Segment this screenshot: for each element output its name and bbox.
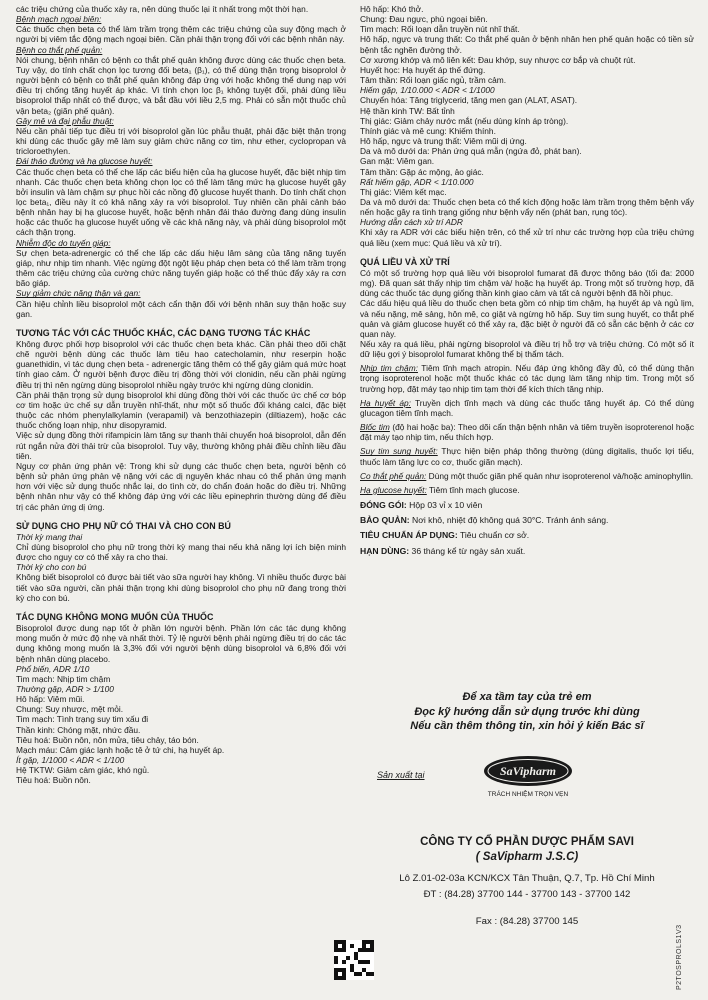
paragraph: Da và mô dưới da: Thuốc chẹn beta có thể kích động hoặc làm trầm trọng thêm bệnh vẩy nến hoặc gây ra tình trạng giống như bệnh vẩy nến (phát ban, rụng tóc). xyxy=(360,196,694,218)
info-line xyxy=(360,515,694,525)
inline-label: Co thắt phế quản: xyxy=(360,470,427,481)
paragraph: Thị giác: Giảm chảy nước mắt (nếu dùng kính áp tròng). xyxy=(360,115,569,126)
subheading: Gây mê và đại phẫu thuật: xyxy=(16,115,114,126)
subheading: Thời kỳ mang thai xyxy=(16,531,83,542)
info-line xyxy=(360,546,694,556)
paragraph: Các thuốc chẹn beta có thể che lấp các biểu hiện của hạ glucose huyết, đặc biệt nhịp tim nhanh. Các thuốc chẹn beta không chọn lọc có thể làm tăng mức hạ glucose huyết gây bởi insulin và làm chậm sự phục hồi các nồng độ glucose huyết thanh. Do tính chất chọn lọc beta₁, điều này ít có khả năng xảy ra với bisoprolol. Tuy nhiên cần phải cảnh báo bệnh nhân hay bị hạ glucose huyết, hoặc bệnh nhân đái tháo đường đang dùng insulin hoặc các thuốc hạ glucose huyết uống về các khả năng này, và phải dùng bisoprolol một cách thận trọng. xyxy=(16,166,346,238)
frequency-heading: Phổ biến, ADR 1/10 xyxy=(16,663,90,674)
paragraph: Hô hấp: Viêm mũi. xyxy=(16,694,85,705)
inline-label: Suy tim sung huyết: xyxy=(360,446,438,457)
paragraph: các triệu chứng của thuốc xảy ra, nên dùng thuốc lại ít nhất trong một thời hạn. xyxy=(16,4,309,14)
paragraph: Huyết học: Hạ huyết áp thế đứng. xyxy=(360,64,486,75)
logo-brand: SaVipharm xyxy=(499,764,557,778)
paragraph: Da và mô dưới da: Phản ứng quá mẫn (ngứa đỏ, phát ban). xyxy=(360,146,582,157)
subheading: Hướng dẫn cách xử trí ADR xyxy=(360,217,463,228)
paragraph: Sự chẹn beta-adrenergic có thể che lấp các dấu hiệu lâm sàng của tăng năng tuyến giáp, như nhịp tim nhanh. Việc ngừng đột ngột liệu pháp chẹn beta có thể làm trầm trọng thêm các triệu chứng của cường chức năng tuyến giáp hoặc có thể thúc đẩy xảy ra cơn bão giáp. xyxy=(16,247,346,289)
paragraph: Tiêu hoá: Buồn nôn, nôn mửa, tiêu chảy, táo bón. xyxy=(16,734,199,745)
inline-text: Tiêm tĩnh mạch glucose. xyxy=(426,484,520,495)
company-phone: ĐT : (84.28) 37700 144 - 37700 143 - 37700 142 xyxy=(423,889,631,900)
paragraph: Tim mạch: Rối loạn dẫn truyền nút nhĩ thất. xyxy=(360,24,520,35)
slogan-line: Đọc kỹ hướng dẫn sử dụng trước khi dùng xyxy=(414,705,640,718)
paragraph: Mạch máu: Cảm giác lạnh hoặc tê ở tứ chi, hạ huyết áp. xyxy=(16,744,225,755)
paragraph: Không biết bisoprolol có được bài tiết vào sữa người hay không. Vì nhiều thuốc được bài tiết vào sữa người, cần phải thận trọng khi dùng bisoprolol cho phụ nữ đang trong thời kỳ cho con bú. xyxy=(16,572,346,603)
subheading: Bệnh mạch ngoại biên: xyxy=(16,14,102,25)
overdose-item xyxy=(360,485,694,495)
paragraph: Các dấu hiệu quá liều do thuốc chẹn beta gồm có nhịp tim chậm, hạ huyết áp và ngủ lịm, và nếu nặng, mê sảng, hôn mê, co giật và ngừng hô hấp. Suy tim sung huyết, co thắt phế quản và giảm glucose huyết có thể xảy ra, đặc biệt ở người đã có sẵn các bệnh ở các cơ quan này. xyxy=(360,298,694,339)
info-line xyxy=(360,500,694,510)
inline-label: BẢO QUẢN: xyxy=(360,515,410,526)
paragraph: Việc sử dụng đồng thời rifampicin làm tăng sự thanh thải chuyển hoá bisoprolol, dẫn đến rút ngắn nửa đời thải trừ của bisoprolol. Tuy vậy, thường không phải điều chỉnh liều đầu tiên. xyxy=(16,430,346,461)
inline-text: Tiêm tĩnh mạch atropin. Nếu đáp ứng không đầy đủ, có thể dùng thận trọng isoproterenol hoặc một thuốc khác có tác dụng làm tăng nhịp tim. Trong một số trường hợp, đặt máy tạo nhịp tim tạm thời để kích thích tăng nhịp. xyxy=(360,363,695,394)
paragraph: Chuyển hóa: Tăng triglycerid, tăng men gan (ALAT, ASAT). xyxy=(360,95,578,106)
inline-label: HẠN DÙNG: xyxy=(360,545,410,556)
paragraph: Không được phối hợp bisoprolol với các thuốc chẹn beta khác. Cần phải theo dõi chặt chẽ người bệnh dùng các thuốc làm tiêu hao catecholamin, như reserpin hoặc guanethidin, vì tác dụng chẹn beta - adrenergic tăng thêm có thể gây giảm quá mức hoạt tính giao cảm. Ở người bệnh được điều trị đồng thời với clonidin, nếu cần phải ngừng điều trị thì nên ngừng dùng bisoprolol nhiều ngày trước khi ngừng dùng clonidin. xyxy=(16,339,346,390)
right-column xyxy=(360,4,694,556)
paragraph: Hệ thần kinh TW: Bất tỉnh xyxy=(360,105,455,116)
overdose-item xyxy=(360,398,694,418)
made-in-label: Sản xuất tại xyxy=(377,770,425,780)
paragraph: Cần hiệu chỉnh liều bisoprolol một cách cẩn thận đối với bệnh nhân suy thận hoặc suy gan. xyxy=(16,298,346,319)
paragraph: Gan mật: Viêm gan. xyxy=(360,156,435,167)
section-heading: QUÁ LIỀU VÀ XỬ TRÍ xyxy=(360,256,450,267)
company-fax: Fax : (84.28) 37700 145 xyxy=(475,916,579,927)
inline-text: 36 tháng kể từ ngày sản xuất. xyxy=(409,545,526,556)
paragraph: Tim mạch: Nhịp tim chậm xyxy=(16,673,111,684)
paragraph: Nguy cơ phản ứng phản vệ: Trong khi sử dụng các thuốc chẹn beta, người bệnh có bệnh sử phản ứng phản vệ nặng với các dị nguyên khác nhau có thể phản ứng mạnh hơn với việc sử dụng thuốc nhắc lại, do tình cờ, do chẩn đoán hoặc do điều trị. Những bệnh nhân như vậy có thể không đáp ứng với các liều epinephrin thường dùng để điều trị các phản ứng dị ứng. xyxy=(16,460,346,512)
frequency-heading: Ít gặp, 1/1000 < ADR < 1/100 xyxy=(16,755,125,766)
company-logo xyxy=(478,753,578,799)
frequency-heading: Thường gặp, ADR > 1/100 xyxy=(16,684,114,694)
company-address: Lô Z.01-02-03a KCN/KCX Tân Thuận, Q.7, Tp. Hồ Chí Minh xyxy=(399,873,655,884)
slogan-line: Nếu cần thêm thông tin, xin hỏi ý kiến Bác sĩ xyxy=(410,720,644,732)
paragraph: Cơ xương khớp và mô liên kết: Đau khớp, suy nhược cơ bắp và chuột rút. xyxy=(360,54,636,65)
paragraph: Tiêu hoá: Buồn nôn. xyxy=(16,775,91,786)
paragraph: Cần phải thận trọng sử dụng bisoprolol khi dùng đồng thời với các thuốc ức chế cơ bóp cơ tim hoặc ức chế sự dẫn truyền nhĩ-thất, như một số thuốc đối kháng calci, đặc biệt thuộc các nhóm phenylalkylamin (verapamil) và benzothiazepin (diltiazem), hoặc các thuốc chống loạn nhịp, như disopyramid. xyxy=(16,389,346,431)
overdose-item xyxy=(360,446,694,466)
paragraph: Chỉ dùng bisoprolol cho phụ nữ trong thời kỳ mang thai nếu khả năng lợi ích biện minh được cho nguy cơ có thể xảy ra cho thai. xyxy=(16,541,346,563)
inline-label: Nhịp tim chậm: xyxy=(360,363,418,374)
paragraph: Thị giác: Viêm kết mạc. xyxy=(360,186,447,197)
paragraph: Tâm thần: Rối loạn giấc ngủ, trầm cảm. xyxy=(360,75,507,86)
frequency-heading: Rất hiếm gặp, ADR < 1/10.000 xyxy=(360,176,474,187)
inline-label: Hạ huyết áp: xyxy=(360,397,411,408)
slogan-block xyxy=(360,690,694,734)
paragraph: Tâm thần: Gặp ác mộng, ảo giác. xyxy=(360,166,484,177)
section-heading: TƯƠNG TÁC VỚI CÁC THUỐC KHÁC, CÁC DẠNG TƯƠNG TÁC KHÁC xyxy=(16,327,311,338)
inline-text: Nơi khô, nhiệt độ không quá 30°C. Tránh ánh sáng. xyxy=(409,515,609,526)
paragraph: Hô hấp, ngực và trung thất: Co thắt phế quản ở bệnh nhân hen phế quản hoặc có tiền sử bệnh tắc nghẽn đường thở. xyxy=(360,34,694,55)
inline-label: ĐÓNG GÓI: xyxy=(360,500,407,511)
paragraph: Các thuốc chẹn beta có thể làm trầm trọng thêm các triệu chứng của suy động mạch ở người bị viêm tắc động mạch ngoại biên. Cần phải thận trọng đối với các bệnh nhân này. xyxy=(16,24,346,45)
section-heading: TÁC DỤNG KHÔNG MONG MUỐN CỦA THUỐC xyxy=(16,611,214,622)
inline-text: Hộp 03 vỉ x 10 viên xyxy=(406,500,483,511)
paragraph: Thần kinh: Chóng mặt, nhức đầu. xyxy=(16,724,141,735)
frequency-heading: Hiếm gặp, 1/10.000 < ADR < 1/1000 xyxy=(360,85,495,96)
paragraph: Nói chung, bệnh nhân có bệnh co thắt phế quản không được dùng các thuốc chẹn beta. Tuy vậy, do tính chất chọn lọc tương đối beta₁ (β₁), có thể dùng thận trọng bisoprolol ở người bệnh có bệnh co thắt phế quản không đáp ứng với hoặc không thể dung nạp với điều trị chống tăng huyết áp khác. Vì tính chọn lọc β₁ không tuyệt đối, phải dùng liều bisoprolol thấp nhất có thể được, và bắt đầu với liều 2,5 mg. Phải có sẵn một thuốc chủ vận beta₂ (giãn phế quản). xyxy=(16,54,346,116)
paragraph: Hệ TKTW: Giảm cảm giác, khó ngủ. xyxy=(16,765,150,776)
print-code: P2TOSPROLS1V3 xyxy=(676,924,683,990)
subheading: Suy giảm chức năng thận và gan: xyxy=(16,288,141,299)
paragraph: Thính giác và mê cung: Khiếm thính. xyxy=(360,125,496,136)
inline-text: Truyền dịch tĩnh mạch và dùng các thuốc tăng huyết áp. Có thể dùng glucagon tiêm tĩnh mạch. xyxy=(360,397,694,418)
slogan-line: Để xa tầm tay của trẻ em xyxy=(462,691,592,703)
overdose-item xyxy=(360,471,694,481)
paragraph: Hô hấp, ngực và trung thất: Viêm mũi dị ứng. xyxy=(360,136,527,147)
paragraph: Khi xảy ra ADR với các biểu hiện trên, có thể xử trí như các trường hợp của triệu chứng quá liều (xem mục: Quá liều và xử trí). xyxy=(360,227,694,248)
inline-text: (độ hai hoặc ba): Theo dõi cẩn thận bệnh nhân và tiêm truyền isoproterenol hoặc đặt máy tạo nhịp tim, nếu thích hợp. xyxy=(360,422,694,443)
inline-text: Dùng một thuốc giãn phế quản như isoproterenol và/hoặc aminophyllin. xyxy=(426,470,694,481)
subheading: Bệnh co thắt phế quản: xyxy=(16,44,103,55)
company-short: ( SaVipharm J.S.C) xyxy=(475,851,579,863)
paragraph: Có một số trường hợp quá liều với bisoprolol fumarat đã được thông báo (tối đa: 2000 mg). Đã quan sát thấy nhịp tim chậm và/ hoặc hạ huyết áp. Trong một số trường hợp, đã dùng các thuốc tác dụng giống thần kinh giao cảm và tất cả người bệnh đã hồi phục. xyxy=(360,267,694,299)
overdose-item xyxy=(360,422,694,442)
manufacturer-block xyxy=(360,745,694,945)
paragraph: Bisoprolol được dung nạp tốt ở phần lớn người bệnh. Phần lớn các tác dụng không mong muốn ở mức độ nhẹ và nhất thời. Tỷ lệ người bệnh phải ngừng điều trị do các tác dụng không mong muốn là 3,3% đối với người bệnh dùng bisoprolol và 6,8% đối với bệnh nhân dùng placebo. xyxy=(16,623,346,664)
qr-code xyxy=(334,940,374,980)
logo-tagline: TRÁCH NHIỆM TRỌN VẸN xyxy=(487,791,569,798)
section-heading: SỬ DỤNG CHO PHỤ NỮ CÓ THAI VÀ CHO CON BÚ xyxy=(16,520,231,531)
info-line xyxy=(360,530,694,540)
paragraph: Nếu cần phải tiếp tục điều trị với bisoprolol gần lúc phẫu thuật, phải đặc biệt thận trọng khi dùng các thuốc gây mê làm suy giảm chức năng cơ tim, như ether, cyclopropan và tricloroethylen. xyxy=(16,125,346,157)
subheading: Đái tháo đường và hạ glucose huyết: xyxy=(16,156,153,167)
inline-text: Thực hiện biện pháp thông thường (dùng digitalis, thuốc lợi tiểu, thuốc làm tăng lực co cơ, thuốc giãn mạch). xyxy=(360,446,695,467)
inline-label: TIÊU CHUẨN ÁP DỤNG: xyxy=(360,530,458,541)
left-column xyxy=(16,4,346,786)
subheading: Thời kỳ cho con bú xyxy=(16,562,87,573)
company-name: CÔNG TY CỔ PHẦN DƯỢC PHẨM SAVI xyxy=(420,836,634,848)
subheading: Nhiễm độc do tuyến giáp: xyxy=(16,237,111,248)
paragraph: Tim mạch: Tình trạng suy tim xấu đi xyxy=(16,714,149,725)
inline-label: Blốc tim xyxy=(360,422,390,433)
paragraph: Chung: Đau ngực, phù ngoại biên. xyxy=(360,14,488,25)
inline-label: Hạ glucose huyết: xyxy=(360,484,427,495)
paragraph: Hô hấp: Khó thở. xyxy=(360,4,424,14)
inline-text: Tiêu chuẩn cơ sở. xyxy=(457,530,530,541)
paragraph: Chung: Suy nhược, mệt mỏi. xyxy=(16,704,124,715)
paragraph: Nếu xảy ra quá liều, phải ngừng bisoprolol và điều trị hỗ trợ và triệu chứng. Có một số ít dữ liệu gợi ý bisoprolol fumarat không thể bị thẩm tách. xyxy=(360,339,694,360)
overdose-item xyxy=(360,363,694,393)
